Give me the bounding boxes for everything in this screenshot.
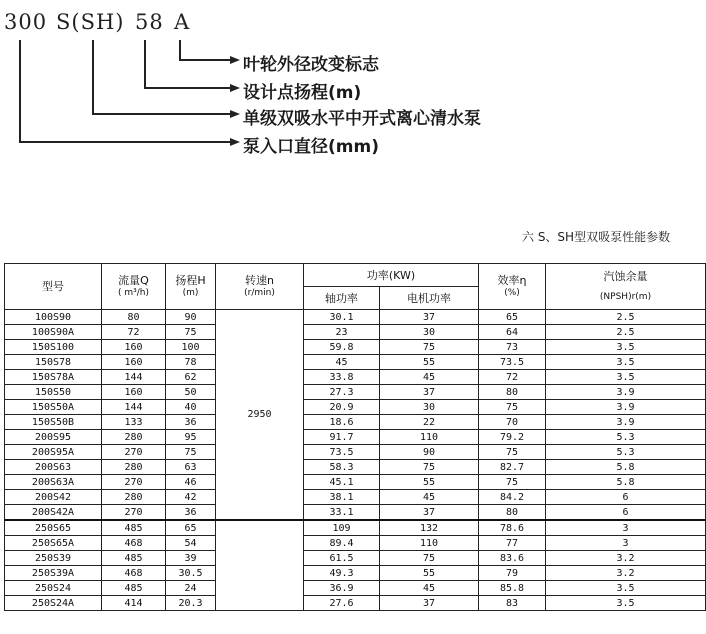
- cell-npsh: 2.5: [546, 310, 706, 325]
- cell-speed: [216, 520, 304, 611]
- cell-shaft: 33.8: [304, 370, 380, 385]
- cell-model: 250S65A: [5, 536, 102, 551]
- cell-shaft: 18.6: [304, 415, 380, 430]
- table-row: [5, 460, 706, 475]
- cell-flow: 133: [102, 415, 166, 430]
- header-model: 型号: [5, 264, 102, 310]
- cell-flow: 270: [102, 475, 166, 490]
- cell-model: 250S65: [5, 520, 102, 536]
- cell-model: 100S90A: [5, 325, 102, 340]
- header-flow: 流量Q ( m³/h): [102, 264, 166, 310]
- cell-eff: 64: [479, 325, 546, 340]
- code-part-impeller: A: [174, 10, 191, 34]
- cell-head: 78: [166, 355, 216, 370]
- cell-model: 200S95: [5, 430, 102, 445]
- cell-npsh: 3.5: [546, 340, 706, 355]
- table-row: [5, 490, 706, 505]
- cell-eff: 83: [479, 596, 546, 611]
- cell-npsh: 5.3: [546, 430, 706, 445]
- cell-eff: 73: [479, 340, 546, 355]
- cell-head: 36: [166, 415, 216, 430]
- cell-model: 150S50B: [5, 415, 102, 430]
- cell-model: 150S50: [5, 385, 102, 400]
- cell-motor: 55: [380, 355, 479, 370]
- cell-eff: 70: [479, 415, 546, 430]
- cell-npsh: 3.5: [546, 355, 706, 370]
- cell-eff: 85.8: [479, 581, 546, 596]
- table-row: [5, 505, 706, 521]
- arrow-icon: [230, 84, 240, 92]
- cell-shaft: 45.1: [304, 475, 380, 490]
- leader-line-impeller: [180, 40, 230, 60]
- cell-model: 250S39: [5, 551, 102, 566]
- table-row: [5, 415, 706, 430]
- cell-flow: 280: [102, 430, 166, 445]
- table-row: [5, 566, 706, 581]
- cell-flow: 485: [102, 520, 166, 536]
- table-row: [5, 475, 706, 490]
- cell-flow: 468: [102, 566, 166, 581]
- cell-model: 250S39A: [5, 566, 102, 581]
- cell-shaft: 49.3: [304, 566, 380, 581]
- header-npsh: 汽蚀余量 (NPSH)r(m): [546, 264, 706, 310]
- cell-eff: 80: [479, 505, 546, 521]
- code-part-diameter: 300: [4, 10, 48, 34]
- cell-eff: 79: [479, 566, 546, 581]
- cell-head: 54: [166, 536, 216, 551]
- cell-motor: 75: [380, 340, 479, 355]
- cell-flow: 270: [102, 505, 166, 521]
- cell-eff: 75: [479, 475, 546, 490]
- cell-eff: 73.5: [479, 355, 546, 370]
- table-row: [5, 551, 706, 566]
- cell-eff: 84.2: [479, 490, 546, 505]
- cell-head: 36: [166, 505, 216, 521]
- cell-eff: 82.7: [479, 460, 546, 475]
- cell-head: 90: [166, 310, 216, 325]
- cell-motor: 37: [380, 596, 479, 611]
- cell-shaft: 27.3: [304, 385, 380, 400]
- cell-shaft: 23: [304, 325, 380, 340]
- table-row: [5, 370, 706, 385]
- cell-model: 250S24: [5, 581, 102, 596]
- table-row: [5, 581, 706, 596]
- cell-shaft: 30.1: [304, 310, 380, 325]
- cell-eff: 75: [479, 400, 546, 415]
- cell-head: 40: [166, 400, 216, 415]
- cell-npsh: 2.5: [546, 325, 706, 340]
- leader-line-type: [93, 40, 230, 114]
- table-row: [5, 445, 706, 460]
- table-body: [5, 310, 706, 611]
- performance-table: [4, 263, 706, 611]
- cell-npsh: 5.3: [546, 445, 706, 460]
- cell-flow: 280: [102, 490, 166, 505]
- cell-model: 200S42A: [5, 505, 102, 521]
- cell-flow: 72: [102, 325, 166, 340]
- cell-npsh: 6: [546, 490, 706, 505]
- cell-shaft: 36.9: [304, 581, 380, 596]
- cell-head: 75: [166, 445, 216, 460]
- cell-model: 200S63A: [5, 475, 102, 490]
- cell-npsh: 3.2: [546, 566, 706, 581]
- cell-model: 200S42: [5, 490, 102, 505]
- cell-head: 75: [166, 325, 216, 340]
- cell-npsh: 3.5: [546, 596, 706, 611]
- legend-impeller: 叶轮外径改变标志: [243, 55, 379, 75]
- cell-shaft: 61.5: [304, 551, 380, 566]
- cell-model: 250S24A: [5, 596, 102, 611]
- table-row: [5, 325, 706, 340]
- header-shaft-power: 轴功率: [304, 287, 380, 310]
- cell-flow: 485: [102, 581, 166, 596]
- cell-shaft: 33.1: [304, 505, 380, 521]
- cell-motor: 30: [380, 325, 479, 340]
- cell-model: 150S100: [5, 340, 102, 355]
- cell-shaft: 91.7: [304, 430, 380, 445]
- header-motor-power: 电机功率: [380, 287, 479, 310]
- cell-flow: 160: [102, 385, 166, 400]
- table-row: [5, 596, 706, 611]
- leader-line-head: [145, 40, 230, 88]
- cell-eff: 77: [479, 536, 546, 551]
- cell-head: 50: [166, 385, 216, 400]
- cell-eff: 75: [479, 445, 546, 460]
- cell-eff: 80: [479, 385, 546, 400]
- cell-flow: 160: [102, 340, 166, 355]
- cell-flow: 280: [102, 460, 166, 475]
- cell-npsh: 3.9: [546, 385, 706, 400]
- cell-head: 20.3: [166, 596, 216, 611]
- header-head: 扬程H (m): [166, 264, 216, 310]
- cell-motor: 37: [380, 385, 479, 400]
- arrow-icon: [230, 138, 240, 146]
- header-power: 功率(KW): [304, 264, 479, 287]
- cell-flow: 414: [102, 596, 166, 611]
- cell-motor: 55: [380, 566, 479, 581]
- cell-motor: 55: [380, 475, 479, 490]
- header-efficiency: 效率η (%): [479, 264, 546, 310]
- cell-shaft: 27.6: [304, 596, 380, 611]
- cell-motor: 90: [380, 445, 479, 460]
- legend-head: 设计点扬程(m): [243, 83, 362, 103]
- header-speed: 转速n (r/min): [216, 264, 304, 310]
- cell-model: 200S95A: [5, 445, 102, 460]
- cell-motor: 132: [380, 520, 479, 536]
- cell-npsh: 3: [546, 520, 706, 536]
- cell-eff: 79.2: [479, 430, 546, 445]
- cell-shaft: 59.8: [304, 340, 380, 355]
- cell-head: 24: [166, 581, 216, 596]
- table-row: [5, 520, 706, 536]
- cell-motor: 22: [380, 415, 479, 430]
- cell-shaft: 38.1: [304, 490, 380, 505]
- cell-npsh: 3.9: [546, 415, 706, 430]
- cell-head: 30.5: [166, 566, 216, 581]
- table-row: [5, 355, 706, 370]
- cell-head: 62: [166, 370, 216, 385]
- cell-npsh: 3.9: [546, 400, 706, 415]
- table-row: [5, 400, 706, 415]
- cell-model: 200S63: [5, 460, 102, 475]
- table-caption: 六 S、SH型双吸泵性能参数: [522, 230, 671, 244]
- cell-shaft: 109: [304, 520, 380, 536]
- cell-motor: 110: [380, 430, 479, 445]
- cell-eff: 83.6: [479, 551, 546, 566]
- cell-model: 100S90: [5, 310, 102, 325]
- cell-flow: 144: [102, 400, 166, 415]
- table-row: [5, 340, 706, 355]
- cell-model: 150S50A: [5, 400, 102, 415]
- cell-npsh: 5.8: [546, 475, 706, 490]
- cell-eff: 72: [479, 370, 546, 385]
- leader-line-diameter: [20, 40, 230, 142]
- cell-head: 95: [166, 430, 216, 445]
- legend-diameter: 泵入口直径(mm): [243, 137, 379, 157]
- cell-head: 42: [166, 490, 216, 505]
- cell-npsh: 6: [546, 505, 706, 521]
- cell-head: 100: [166, 340, 216, 355]
- cell-motor: 37: [380, 310, 479, 325]
- cell-shaft: 58.3: [304, 460, 380, 475]
- table-row: [5, 430, 706, 445]
- cell-model: 150S78: [5, 355, 102, 370]
- cell-shaft: 89.4: [304, 536, 380, 551]
- cell-head: 39: [166, 551, 216, 566]
- cell-motor: 45: [380, 490, 479, 505]
- cell-flow: 485: [102, 551, 166, 566]
- table-row: [5, 536, 706, 551]
- table-row: [5, 385, 706, 400]
- cell-npsh: 3.2: [546, 551, 706, 566]
- arrow-icon: [230, 56, 240, 64]
- cell-flow: 144: [102, 370, 166, 385]
- cell-motor: 110: [380, 536, 479, 551]
- cell-npsh: 5.8: [546, 460, 706, 475]
- cell-shaft: 45: [304, 355, 380, 370]
- cell-flow: 80: [102, 310, 166, 325]
- cell-eff: 78.6: [479, 520, 546, 536]
- cell-head: 46: [166, 475, 216, 490]
- cell-flow: 160: [102, 355, 166, 370]
- cell-motor: 45: [380, 581, 479, 596]
- cell-flow: 270: [102, 445, 166, 460]
- arrow-icon: [230, 110, 240, 118]
- cell-head: 65: [166, 520, 216, 536]
- code-part-type: S(SH): [56, 10, 125, 34]
- cell-npsh: 3.5: [546, 581, 706, 596]
- cell-npsh: 3: [546, 536, 706, 551]
- cell-eff: 65: [479, 310, 546, 325]
- cell-flow: 468: [102, 536, 166, 551]
- cell-motor: 45: [380, 370, 479, 385]
- cell-motor: 30: [380, 400, 479, 415]
- code-part-head: 58: [135, 10, 164, 34]
- cell-motor: 75: [380, 460, 479, 475]
- cell-speed: 2950: [216, 310, 304, 521]
- cell-shaft: 73.5: [304, 445, 380, 460]
- cell-head: 63: [166, 460, 216, 475]
- cell-motor: 75: [380, 551, 479, 566]
- cell-npsh: 3.5: [546, 370, 706, 385]
- legend-type: 单级双吸水平中开式离心清水泵: [243, 109, 481, 129]
- table-row: [5, 310, 706, 325]
- cell-shaft: 20.9: [304, 400, 380, 415]
- cell-model: 150S78A: [5, 370, 102, 385]
- cell-motor: 37: [380, 505, 479, 521]
